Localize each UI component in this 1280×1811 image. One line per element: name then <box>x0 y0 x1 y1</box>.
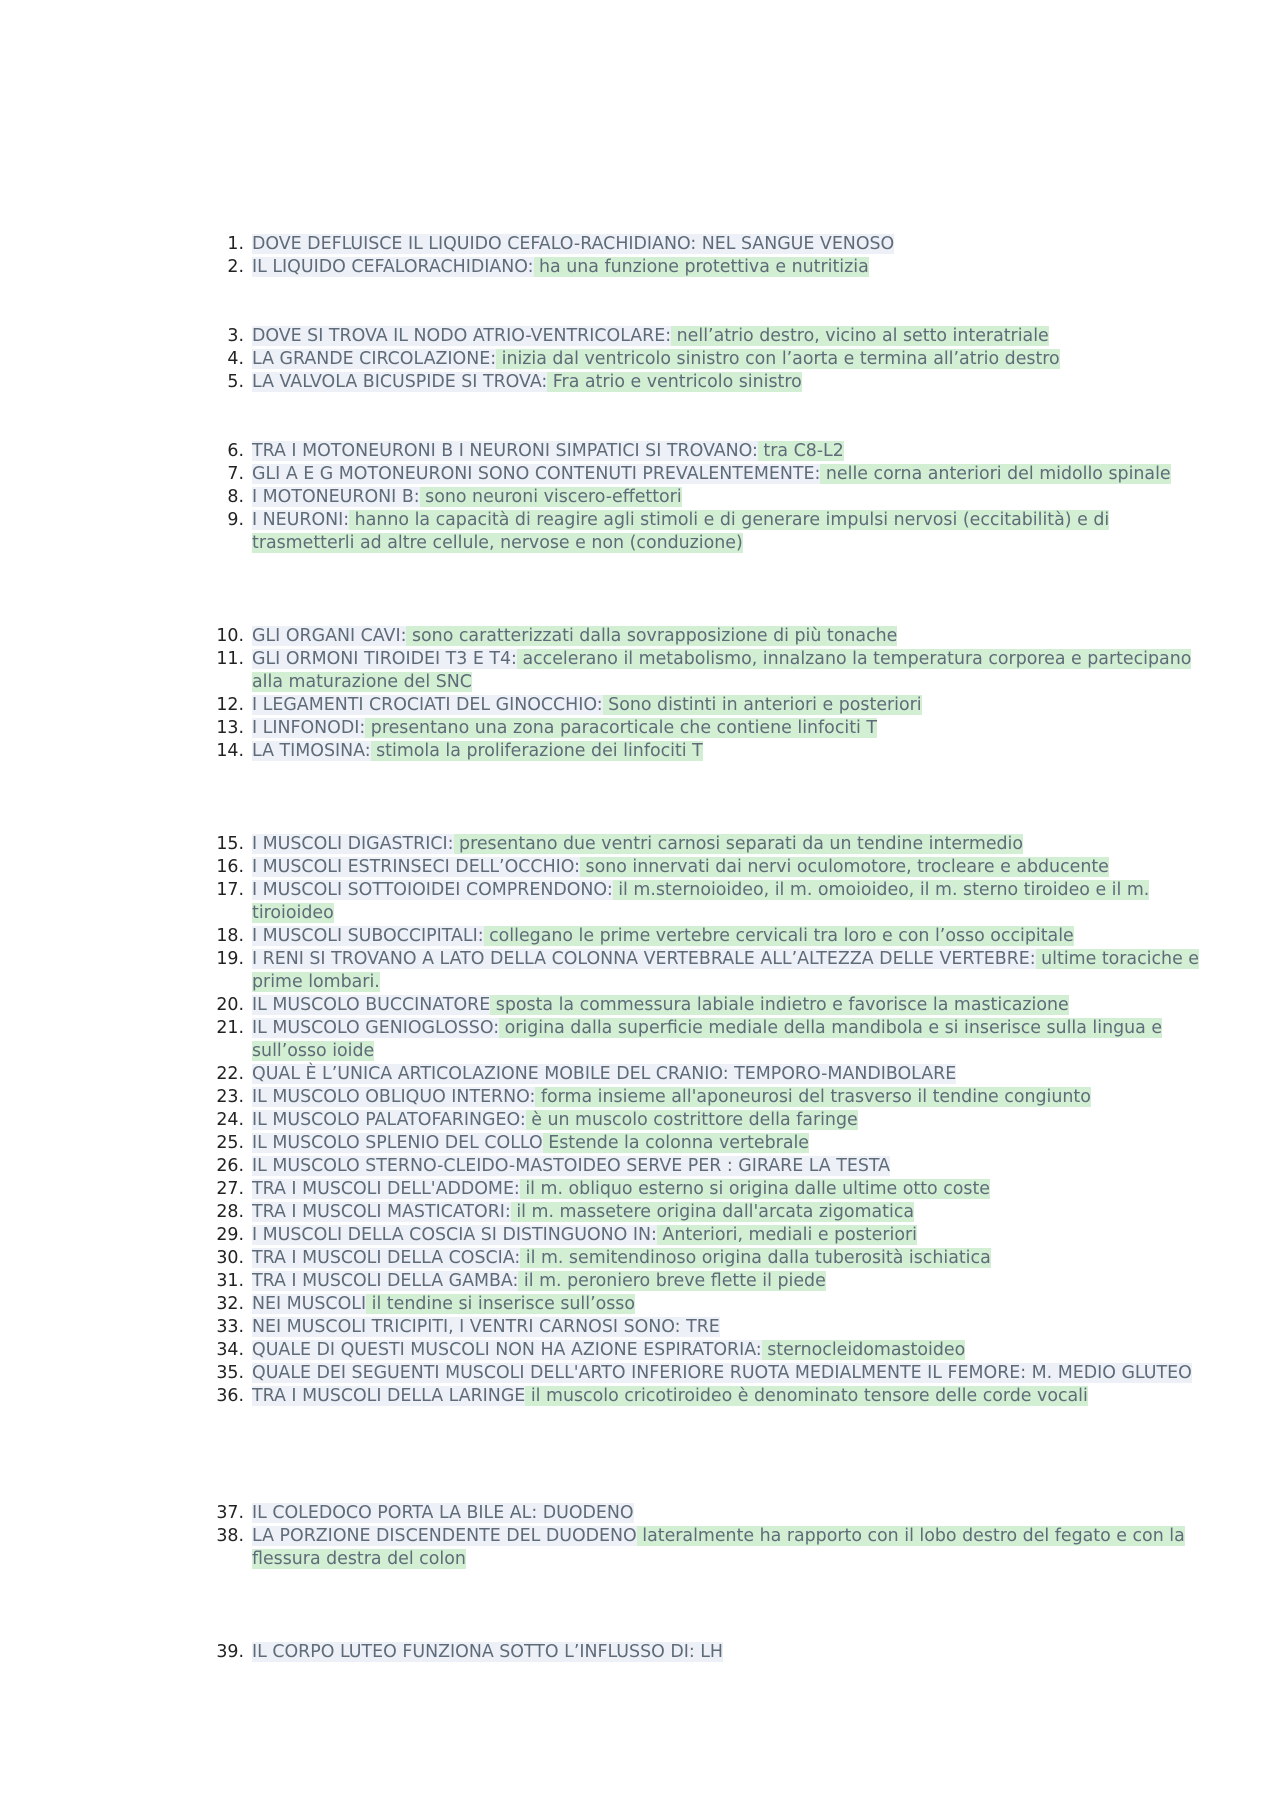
question-text: I MUSCOLI SOTTOIOIDEI COMPRENDONO: <box>252 880 613 900</box>
answer-text: il m.sternoioideo, il m. omoioideo, il m. sterno tiroideo e il m. tiroioideo <box>252 880 1150 923</box>
item-number: 6. <box>227 441 244 461</box>
answer-text: collegano le prime vertebre cervicali tra loro e con l’osso occipitale <box>483 926 1074 946</box>
list-item <box>210 256 1202 279</box>
question-text: TRA I MOTONEURONI B I NEURONI SIMPATICI SI TROVANO: <box>252 441 758 461</box>
answer-text: tra C8-L2 <box>757 441 844 461</box>
answer-text: Anteriori, mediali e posteriori <box>656 1225 917 1245</box>
list-item <box>210 1178 1202 1201</box>
list-item <box>210 486 1202 509</box>
answer-text: lateralmente ha rapporto con il lobo destro del fegato e con la flessura destra del colon <box>252 1526 1185 1569</box>
item-number: 2. <box>227 257 244 277</box>
question-text: DOVE SI TROVA IL NODO ATRIO-VENTRICOLARE: <box>252 326 672 346</box>
item-number: 30. <box>216 1248 244 1268</box>
item-number: 4. <box>227 349 244 369</box>
list-item <box>210 1201 1202 1224</box>
question-text: I MUSCOLI SUBOCCIPITALI: <box>252 926 484 946</box>
list-item <box>210 509 1202 555</box>
list-item <box>210 1339 1202 1362</box>
answer-text: forma insieme all'aponeurosi del trasverso il tendine congiunto <box>535 1087 1091 1107</box>
item-number: 31. <box>216 1271 244 1291</box>
question-text: IL MUSCOLO OBLIQUO INTERNO: <box>252 1087 536 1107</box>
question-text: IL MUSCOLO STERNO-CLEIDO-MASTOIDEO SERVE PER : GIRARE LA TESTA <box>252 1156 891 1176</box>
question-text: TRA I MUSCOLI DELLA COSCIA: <box>252 1248 521 1268</box>
list-item <box>210 440 1202 463</box>
list-item <box>210 1224 1202 1247</box>
list-item <box>210 233 1202 256</box>
list-item <box>210 1086 1202 1109</box>
item-number: 16. <box>216 857 244 877</box>
answer-text: sternocleidomastoideo <box>761 1340 966 1360</box>
item-number: 21. <box>216 1018 244 1038</box>
answer-text: il tendine si inserisce sull’osso <box>366 1294 635 1314</box>
list-item <box>210 1109 1202 1132</box>
question-text: I MUSCOLI ESTRINSECI DELL’OCCHIO: <box>252 857 581 877</box>
list-item <box>210 1502 1202 1525</box>
question-text: I MOTONEURONI B: <box>252 487 420 507</box>
answer-text: Sono distinti in anteriori e posteriori <box>602 695 922 715</box>
question-text: QUAL È L’UNICA ARTICOLAZIONE MOBILE DEL CRANIO: TEMPORO-MANDIBOLARE <box>252 1064 957 1084</box>
question-text: QUALE DI QUESTI MUSCOLI NON HA AZIONE ESPIRATORIA: <box>252 1340 762 1360</box>
list-item <box>210 740 1202 763</box>
answer-text: stimola la proliferazione dei linfociti T <box>370 741 703 761</box>
question-text: LA GRANDE CIRCOLAZIONE: <box>252 349 497 369</box>
question-text: DOVE DEFLUISCE IL LIQUIDO CEFALO-RACHIDIANO: NEL SANGUE VENOSO <box>252 234 895 254</box>
question-text: TRA I MUSCOLI DELL'ADDOME: <box>252 1179 520 1199</box>
question-text: LA TIMOSINA: <box>252 741 371 761</box>
answer-text: presentano due ventri carnosi separati da un tendine intermedio <box>453 834 1024 854</box>
question-text: I RENI SI TROVANO A LATO DELLA COLONNA VERTEBRALE ALL’ALTEZZA DELLE VERTEBRE: <box>252 949 1036 969</box>
answer-text: ultime toraciche e prime lombari. <box>252 949 1199 992</box>
list-item <box>210 694 1202 717</box>
list-item <box>210 1132 1202 1155</box>
list-item <box>210 833 1202 856</box>
item-number: 15. <box>216 834 244 854</box>
item-number: 13. <box>216 718 244 738</box>
answer-text: il m. massetere origina dall'arcata zigomatica <box>510 1202 915 1222</box>
item-number: 12. <box>216 695 244 715</box>
answer-text: nell’atrio destro, vicino al setto interatriale <box>671 326 1049 346</box>
question-list <box>210 233 1199 1664</box>
list-item <box>210 879 1202 925</box>
answer-text: il m. obliquo esterno si origina dalle ultime otto coste <box>519 1179 990 1199</box>
answer-text: hanno la capacità di reagire agli stimoli e di generare impulsi nervosi (eccitabilità) e di trasmetterli ad altre cellule, nervose e non (conduzione) <box>252 510 1110 553</box>
item-number: 18. <box>216 926 244 946</box>
answer-text: il muscolo cricotiroideo è denominato tensore delle corde vocali <box>525 1386 1088 1406</box>
question-text: NEI MUSCOLI TRICIPITI, I VENTRI CARNOSI SONO: TRE <box>252 1317 720 1337</box>
list-item <box>210 371 1202 394</box>
item-number: 34. <box>216 1340 244 1360</box>
list-item <box>210 1247 1202 1270</box>
answer-text: Estende la colonna vertebrale <box>542 1133 810 1153</box>
list-item <box>210 1641 1202 1664</box>
answer-text: sono caratterizzati dalla sovrapposizione di più tonache <box>406 626 898 646</box>
item-number: 7. <box>227 464 244 484</box>
question-text: NEI MUSCOLI <box>252 1294 367 1314</box>
item-number: 24. <box>216 1110 244 1130</box>
question-text: GLI ORGANI CAVI: <box>252 626 407 646</box>
item-number: 11. <box>216 649 244 669</box>
item-number: 32. <box>216 1294 244 1314</box>
item-number: 33. <box>216 1317 244 1337</box>
answer-text: sposta la commessura labiale indietro e favorisce la masticazione <box>490 995 1069 1015</box>
question-text: IL CORPO LUTEO FUNZIONA SOTTO L’INFLUSSO DI: LH <box>252 1642 724 1662</box>
question-text: GLI ORMONI TIROIDEI T3 E T4: <box>252 649 517 669</box>
answer-text: ha una funzione protettiva e nutritizia <box>533 257 869 277</box>
answer-text: sono innervati dai nervi oculomotore, trocleare e abducente <box>580 857 1109 877</box>
item-number: 5. <box>227 372 244 392</box>
list-item <box>210 325 1202 348</box>
question-text: TRA I MUSCOLI MASTICATORI: <box>252 1202 511 1222</box>
item-number: 27. <box>216 1179 244 1199</box>
item-number: 28. <box>216 1202 244 1222</box>
item-number: 25. <box>216 1133 244 1153</box>
answer-text: accelerano il metabolismo, innalzano la temperatura corporea e partecipano alla maturazione del SNC <box>252 649 1192 692</box>
list-item <box>210 717 1202 740</box>
question-text: I NEURONI: <box>252 510 350 530</box>
item-number: 14. <box>216 741 244 761</box>
answer-text: sono neuroni viscero-effettori <box>419 487 682 507</box>
answer-text: origina dalla superficie mediale della mandibola e si inserisce sulla lingua e sull’osso ioide <box>252 1018 1163 1061</box>
list-item <box>210 948 1202 994</box>
question-text: GLI A E G MOTONEURONI SONO CONTENUTI PREVALENTEMENTE: <box>252 464 821 484</box>
question-text: IL COLEDOCO PORTA LA BILE AL: DUODENO <box>252 1503 634 1523</box>
question-text: I MUSCOLI DIGASTRICI: <box>252 834 454 854</box>
answer-text: inizia dal ventricolo sinistro con l’aorta e termina all’atrio destro <box>496 349 1060 369</box>
answer-text: il m. semitendinoso origina dalla tuberosità ischiatica <box>520 1248 991 1268</box>
question-text: IL MUSCOLO PALATOFARINGEO: <box>252 1110 526 1130</box>
question-text: IL MUSCOLO BUCCINATORE <box>252 995 491 1015</box>
question-text: I LINFONODI: <box>252 718 366 738</box>
list-item <box>210 648 1202 694</box>
list-item <box>210 625 1202 648</box>
question-text: IL LIQUIDO CEFALORACHIDIANO: <box>252 257 534 277</box>
item-number: 10. <box>216 626 244 646</box>
list-item <box>210 1316 1202 1339</box>
list-item <box>210 994 1202 1017</box>
item-number: 19. <box>216 949 244 969</box>
question-text: TRA I MUSCOLI DELLA GAMBA: <box>252 1271 519 1291</box>
answer-text: nelle corna anteriori del midollo spinale <box>820 464 1171 484</box>
question-text: LA VALVOLA BICUSPIDE SI TROVA: <box>252 372 548 392</box>
answer-text: è un muscolo costrittore della faringe <box>525 1110 858 1130</box>
list-item <box>210 1293 1202 1316</box>
item-number: 20. <box>216 995 244 1015</box>
item-number: 36. <box>216 1386 244 1406</box>
question-text: TRA I MUSCOLI DELLA LARINGE <box>252 1386 526 1406</box>
question-text: QUALE DEI SEGUENTI MUSCOLI DELL'ARTO INFERIORE RUOTA MEDIALMENTE IL FEMORE: M. MEDIO GLUTEO <box>252 1363 1192 1383</box>
list-item <box>210 1155 1202 1178</box>
item-number: 35. <box>216 1363 244 1383</box>
question-text: LA PORZIONE DISCENDENTE DEL DUODENO <box>252 1526 637 1546</box>
answer-text: presentano una zona paracorticale che contiene linfociti T <box>365 718 878 738</box>
question-text: I LEGAMENTI CROCIATI DEL GINOCCHIO: <box>252 695 603 715</box>
item-number: 29. <box>216 1225 244 1245</box>
item-number: 39. <box>216 1642 244 1662</box>
question-text: IL MUSCOLO SPLENIO DEL COLLO <box>252 1133 543 1153</box>
item-number: 17. <box>216 880 244 900</box>
list-item <box>210 1063 1202 1086</box>
answer-text: il m. peroniero breve flette il piede <box>518 1271 826 1291</box>
item-number: 3. <box>227 326 244 346</box>
item-number: 37. <box>216 1503 244 1523</box>
list-item <box>210 463 1202 486</box>
question-text: I MUSCOLI DELLA COSCIA SI DISTINGUONO IN: <box>252 1225 657 1245</box>
item-number: 23. <box>216 1087 244 1107</box>
question-text: IL MUSCOLO GENIOGLOSSO: <box>252 1018 500 1038</box>
list-item <box>210 1270 1202 1293</box>
item-number: 8. <box>227 487 244 507</box>
list-item <box>210 856 1202 879</box>
list-item <box>210 925 1202 948</box>
list-item <box>210 1385 1202 1408</box>
list-item <box>210 1017 1202 1063</box>
list-item <box>210 1362 1202 1385</box>
list-item <box>210 1525 1202 1571</box>
answer-text: Fra atrio e ventricolo sinistro <box>547 372 802 392</box>
item-number: 26. <box>216 1156 244 1176</box>
item-number: 1. <box>227 234 244 254</box>
item-number: 38. <box>216 1526 244 1546</box>
item-number: 9. <box>227 510 244 530</box>
item-number: 22. <box>216 1064 244 1084</box>
list-item <box>210 348 1202 371</box>
